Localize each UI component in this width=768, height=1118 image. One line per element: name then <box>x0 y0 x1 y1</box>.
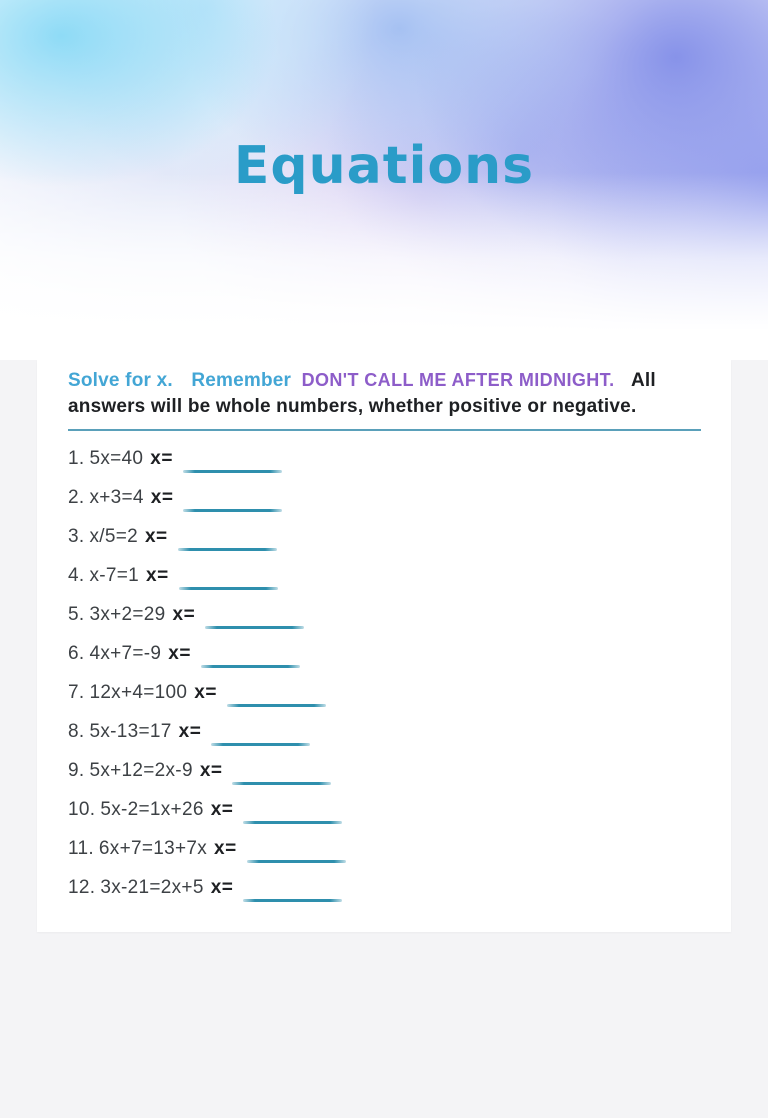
problem-number: 3. <box>68 526 85 547</box>
watercolor-header <box>0 0 768 360</box>
problem-row <box>68 761 703 780</box>
problem-row <box>68 527 703 546</box>
problem-number: 6. <box>68 643 85 664</box>
x-equals-label: x= <box>210 799 234 820</box>
x-equals-label: x= <box>214 838 237 859</box>
equation-text: 6x+7=13+7x <box>98 838 208 859</box>
equation-text: 3x-21=2x+5 <box>100 877 204 898</box>
problem-row <box>68 605 703 624</box>
problem-number: 2. <box>68 487 85 508</box>
worksheet-card <box>37 360 731 932</box>
answer-blank[interactable] <box>247 860 346 863</box>
equation-text: x-7=1 <box>89 565 140 586</box>
problem-number: 9. <box>68 760 85 781</box>
problem-number: 5. <box>68 604 85 625</box>
x-equals-label: x= <box>178 721 202 742</box>
problem-number: 4. <box>68 565 85 586</box>
problem-number: 7. <box>68 682 85 703</box>
equation-text: x/5=2 <box>89 526 138 547</box>
x-equals-label: x= <box>168 643 191 664</box>
problem-number: 10. <box>68 799 96 820</box>
instruction-remember: Remember <box>191 370 292 391</box>
equation-text: 5x=40 <box>89 448 144 469</box>
answer-blank[interactable] <box>243 899 342 902</box>
instruction-solve: Solve for x. <box>68 370 173 391</box>
answer-blank[interactable] <box>179 587 278 590</box>
x-equals-label: x= <box>210 877 234 898</box>
answer-blank[interactable] <box>243 821 342 824</box>
problem-number: 8. <box>68 721 85 742</box>
answer-blank[interactable] <box>232 782 331 785</box>
x-equals-label: x= <box>194 682 217 703</box>
worksheet-title: Equations <box>233 136 535 196</box>
answer-blank[interactable] <box>178 548 277 551</box>
problem-number: 1. <box>68 448 85 469</box>
answer-blank[interactable] <box>183 509 282 512</box>
problem-row <box>68 683 703 702</box>
x-equals-label: x= <box>150 487 174 508</box>
x-equals-label: x= <box>199 760 223 781</box>
problem-row <box>68 566 703 585</box>
answer-blank[interactable] <box>227 704 326 707</box>
problem-row <box>68 878 703 897</box>
instruction-warning: DON'T CALL ME AFTER MIDNIGHT. <box>301 370 615 390</box>
problem-row <box>68 800 703 819</box>
equation-text: 3x+2=29 <box>89 604 166 625</box>
answer-blank[interactable] <box>205 626 304 629</box>
equation-text: 5x-13=17 <box>89 721 172 742</box>
x-equals-label: x= <box>146 565 169 586</box>
problem-list <box>68 449 703 897</box>
instructions-divider <box>68 429 701 431</box>
equation-text: 5x-2=1x+26 <box>100 799 204 820</box>
x-equals-label: x= <box>150 448 173 469</box>
instruction-details: All answers will be whole numbers, whether positive or negative. <box>68 370 656 417</box>
instructions <box>68 367 703 420</box>
problem-number: 12. <box>68 877 96 898</box>
answer-blank[interactable] <box>201 665 300 668</box>
problem-number: 11. <box>68 838 94 859</box>
x-equals-label: x= <box>144 526 168 547</box>
equation-text: 5x+12=2x-9 <box>89 760 193 781</box>
problem-row <box>68 839 703 858</box>
equation-text: x+3=4 <box>89 487 144 508</box>
equation-text: 4x+7=-9 <box>89 643 162 664</box>
problem-row <box>68 644 703 663</box>
problem-row <box>68 488 703 507</box>
answer-blank[interactable] <box>211 743 310 746</box>
x-equals-label: x= <box>172 604 196 625</box>
equation-text: 12x+4=100 <box>89 682 188 703</box>
answer-blank[interactable] <box>183 470 282 473</box>
problem-row <box>68 722 703 741</box>
problem-row <box>68 449 703 468</box>
